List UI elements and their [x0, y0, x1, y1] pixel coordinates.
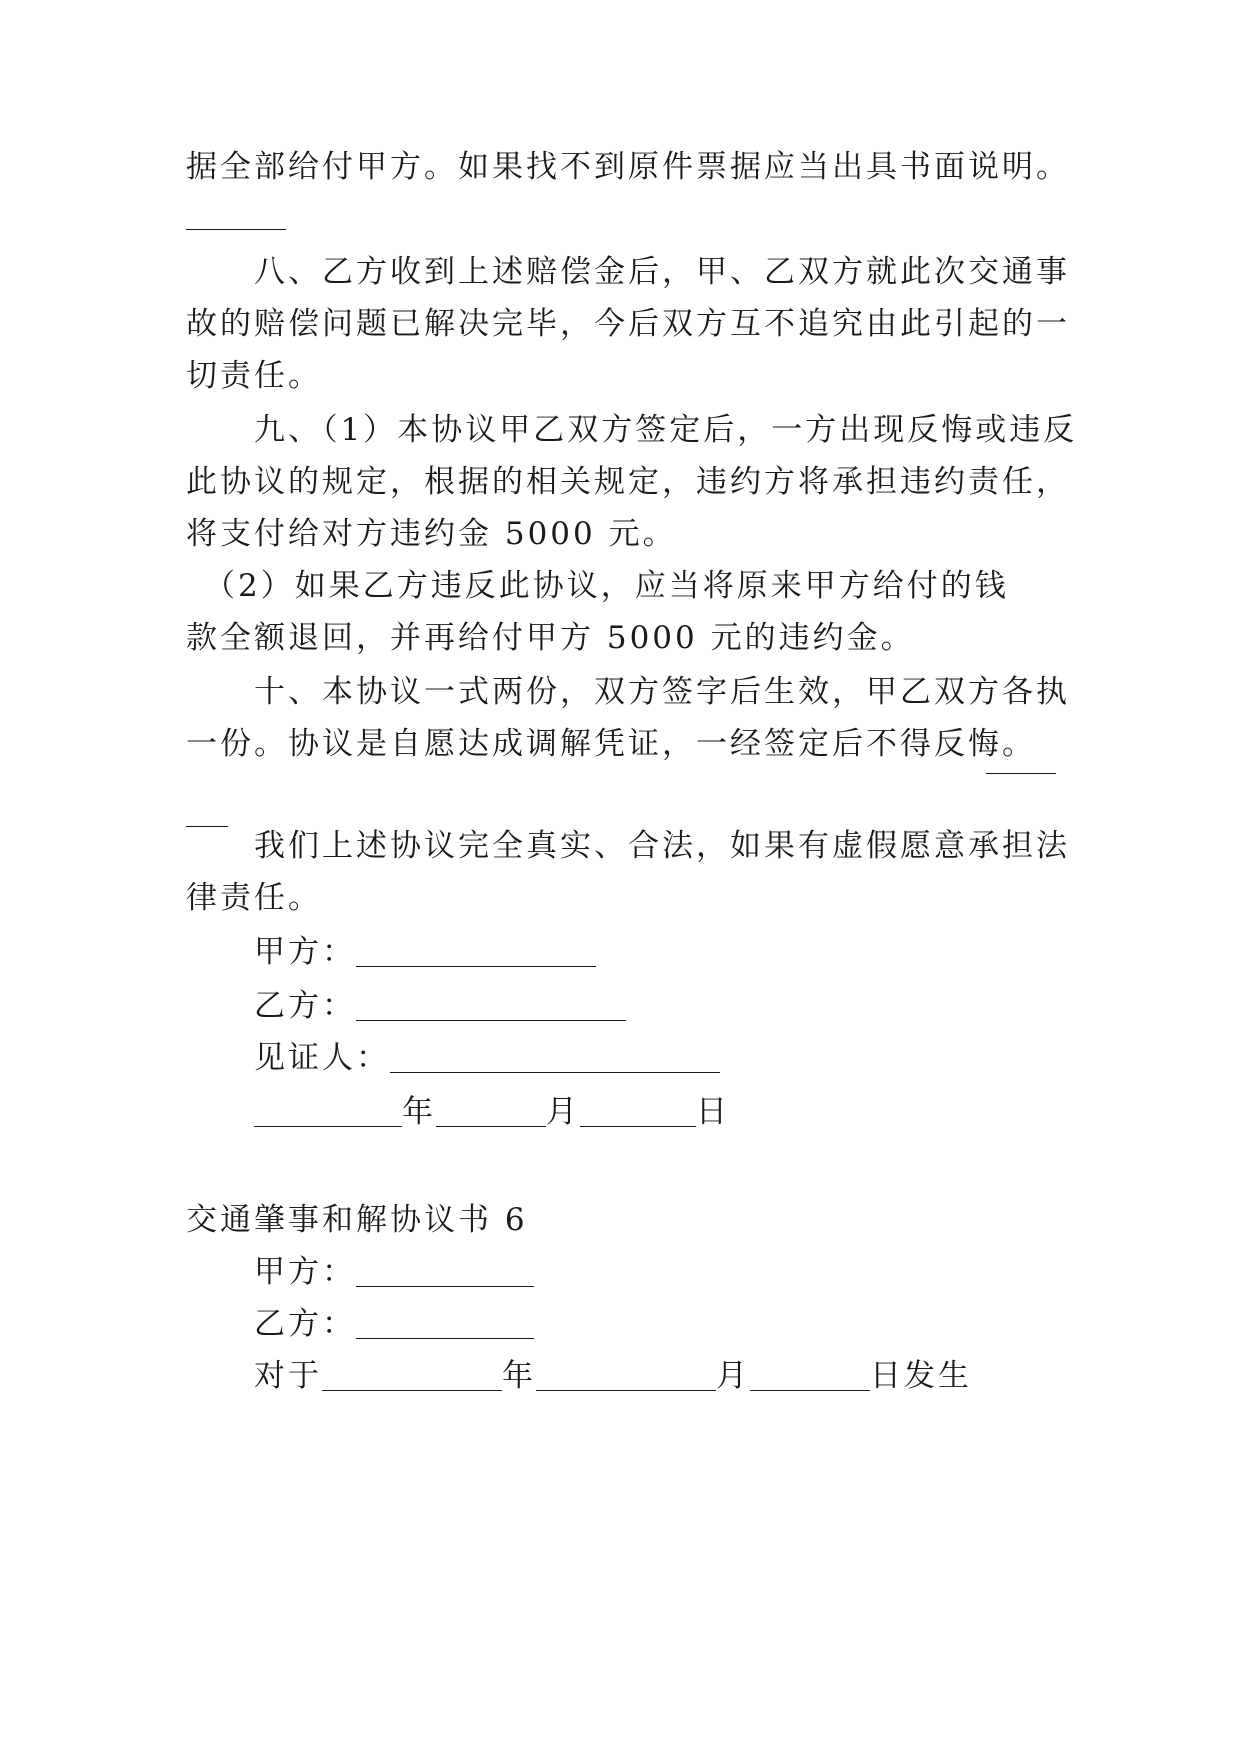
- party-b-signature-field[interactable]: [356, 976, 626, 1021]
- signature-date-row: [254, 1082, 1124, 1142]
- section2-party-b-row: [254, 1294, 1124, 1354]
- accident-day-field[interactable]: [750, 1346, 870, 1391]
- witness-signature-field[interactable]: [390, 1028, 720, 1073]
- paragraph-line: 八、乙方收到上述赔偿金后，甲、乙双方就此次交通事: [254, 254, 1070, 290]
- paragraph-line: 据全部给付甲方。如果找不到原件票据应当出具书面说明。: [186, 149, 1070, 185]
- paragraph-line: 十、本协议一式两份，双方签字后生效，甲乙双方各执: [254, 674, 1070, 710]
- paragraph-line: 九、（1）本协议甲乙双方签定后，一方出现反悔或违反: [254, 412, 1078, 448]
- section2-party-a-row: [254, 1242, 1124, 1302]
- accident-date-row: [254, 1346, 1124, 1406]
- party-a-label: 甲方：: [254, 1254, 356, 1290]
- paragraph-line: 我们上述协议完全真实、合法，如果有虚假愿意承担法: [254, 828, 1070, 864]
- witness-signature-row: [254, 1028, 1124, 1088]
- day-label: 日: [696, 1094, 730, 1130]
- party-b-label: 乙方：: [254, 1306, 356, 1342]
- witness-label: 见证人：: [254, 1040, 390, 1076]
- blank-underline: [986, 773, 1056, 774]
- accident-month-field[interactable]: [536, 1346, 716, 1391]
- party-b-name-field[interactable]: [356, 1294, 534, 1339]
- month-field[interactable]: [436, 1082, 546, 1127]
- section-title: 交通肇事和解协议书 6: [186, 1202, 528, 1238]
- paragraph-line: 款全额退回，并再给付甲方 5000 元的违约金。: [186, 620, 915, 656]
- party-b-label: 乙方：: [254, 988, 356, 1024]
- year-label: 年: [402, 1094, 436, 1130]
- year-field[interactable]: [254, 1082, 402, 1127]
- party-a-signature-row: [254, 922, 1124, 982]
- paragraph-line: 一份。协议是自愿达成调解凭证，一经签定后不得反悔。: [186, 726, 1036, 762]
- party-a-label: 甲方：: [254, 934, 356, 970]
- paragraph-line: 律责任。: [186, 880, 322, 916]
- paragraph-line: 将支付给对方违约金 5000 元。: [186, 516, 677, 552]
- date-prefix: 对于: [254, 1358, 322, 1394]
- paragraph-line: （2）如果乙方违反此协议，应当将原来甲方给付的钱: [204, 568, 1009, 604]
- date-suffix: 日发生: [870, 1358, 972, 1394]
- party-b-signature-row: [254, 976, 1124, 1036]
- year-label: 年: [502, 1358, 536, 1394]
- blank-underline: [186, 826, 228, 827]
- paragraph-line: 此协议的规定，根据的相关规定，违约方将承担违约责任，: [186, 464, 1070, 500]
- month-label: 月: [716, 1358, 750, 1394]
- paragraph-line: 切责任。: [186, 358, 322, 394]
- month-label: 月: [546, 1094, 580, 1130]
- day-field[interactable]: [580, 1082, 696, 1127]
- accident-year-field[interactable]: [322, 1346, 502, 1391]
- party-a-name-field[interactable]: [356, 1242, 534, 1287]
- paragraph-line: 故的赔偿问题已解决完毕，今后双方互不追究由此引起的一: [186, 306, 1070, 342]
- blank-underline: [186, 229, 286, 230]
- party-a-signature-field[interactable]: [356, 922, 596, 967]
